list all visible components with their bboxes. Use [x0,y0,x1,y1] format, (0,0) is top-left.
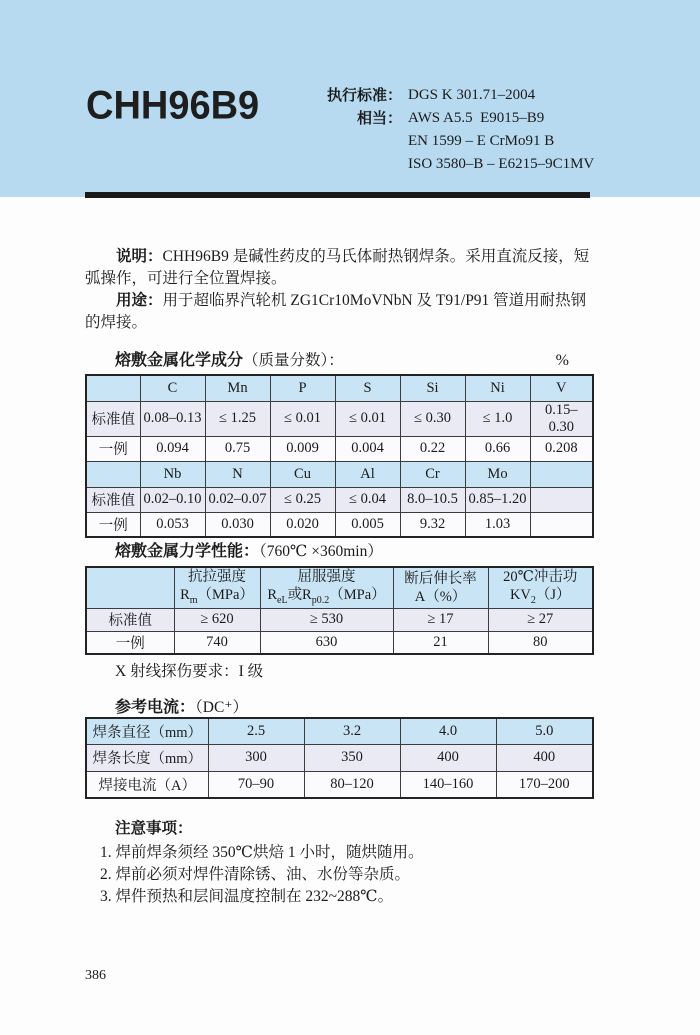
table-row [86,375,593,401]
table-cell: ≤ 0.04 [335,487,400,512]
standard-value: DGS K 301.71–2004 [408,87,536,103]
chem-heading-bold: 熔敷金属化学成分 [115,352,244,369]
table-cell: 740 [174,631,260,654]
table-row [86,401,593,436]
table-row [86,512,593,537]
table-cell: 0.15–0.30 [530,401,593,436]
table-cell: Si [400,375,465,401]
table-cell: 21 [393,631,488,654]
table-row [86,608,593,631]
table-row [86,461,593,487]
col-header-line1: 屈服强度 [297,569,356,585]
table-cell: C [140,375,205,401]
symbol-part: （MPa） [329,587,386,604]
table-cell: 350 [304,745,400,772]
table-cell [530,461,593,487]
note-item: 1. 焊前焊条须经 350℃烘焙 1 小时，随烘随用。 [100,844,424,861]
table-cell: Cr [400,461,465,487]
header-band [0,0,700,197]
reference-current-table [85,717,594,799]
table-row [86,567,593,608]
table-cell [86,375,140,401]
description-text: CHH96B9 是碱性药皮的马氏体耐热钢焊条。采用直流反接，短弧操作，可进行全位置焊接。 [85,248,590,287]
standard-row [290,84,594,107]
table-cell: ≤ 0.01 [335,401,400,436]
table-cell: 400 [496,745,593,772]
standards-block [290,84,594,176]
usage-text: 用于超临界汽轮机 ZG1Cr10MoVNbN 及 T91/P91 管道用耐热钢的焊接。 [85,292,587,331]
table-cell: 70–90 [208,771,304,798]
chem-composition-table [85,374,594,538]
table-cell: 170–200 [496,771,593,798]
table-cell: 0.053 [140,512,205,537]
table-cell: V [530,375,593,401]
table-row [86,487,593,512]
table-cell: Nb [140,461,205,487]
table-cell: 9.32 [400,512,465,537]
table-cell: Mn [205,375,270,401]
table-cell [174,567,260,608]
table-cell: 0.030 [205,512,270,537]
table-cell: 630 [260,631,393,654]
standard-label: 相当： [356,110,402,127]
mech-properties-table [85,566,594,655]
table-cell: 5.0 [496,718,593,745]
table-row [86,745,593,772]
table-cell: 0.009 [270,436,335,461]
table-row [86,436,593,461]
standard-value: ISO 3580–B – E6215–9C1MV [408,156,595,172]
current-section-heading [85,698,597,718]
table-cell: 140–160 [400,771,496,798]
table-cell: 0.004 [335,436,400,461]
header-rule [85,192,590,198]
table-cell: Al [335,461,400,487]
table-row [86,771,593,798]
table-cell: 0.020 [270,512,335,537]
standard-value: EN 1599 – E CrMo91 B [408,133,555,149]
col-header-line1: 断后伸长率 [404,570,477,587]
row-label: 一例 [86,436,140,461]
table-cell [488,567,593,608]
symbol-part: 或R [287,587,312,604]
table-cell [530,512,593,537]
usage-label: 用途： [116,292,163,309]
table-cell: 80 [488,631,593,654]
symbol-part: （MPa） [197,587,254,604]
table-cell: 400 [400,745,496,772]
table-cell: S [335,375,400,401]
table-cell: ≤ 0.30 [400,401,465,436]
col-header-line2 [177,586,258,607]
standard-row [290,130,594,153]
table-cell: 0.08–0.13 [140,401,205,436]
table-cell: 300 [208,745,304,772]
standard-row [290,153,594,176]
standard-value: AWS A5.5 E9015–B9 [408,110,545,126]
table-cell: 80–120 [304,771,400,798]
symbol-part: R [267,587,278,604]
table-cell: 1.03 [465,512,530,537]
table-cell: 0.005 [335,512,400,537]
note-item: 2. 焊前必须对焊件清除锈、油、水份等杂质。 [100,866,411,883]
table-cell: Ni [465,375,530,401]
description-label: 说明： [116,248,163,265]
table-cell: ≥ 530 [260,608,393,631]
table-row [86,631,593,654]
table-cell: ≤ 0.25 [270,487,335,512]
row-label: 焊条长度（mm） [86,745,208,772]
table-cell: 8.0–10.5 [400,487,465,512]
table-cell: 0.22 [400,436,465,461]
col-header-line2: A（%） [414,588,467,605]
table-row [86,718,593,745]
mech-heading-rest: （760℃ ×360min） [259,543,383,560]
description-paragraph [85,246,597,290]
table-cell: Cu [270,461,335,487]
table-cell: ≥ 17 [393,608,488,631]
symbol-sub: p0.2 [311,595,330,607]
product-title: CHH96B9 [86,84,260,129]
table-cell: ≥ 620 [174,608,260,631]
col-header-line1: 20℃冲击功 [503,569,578,585]
standard-label [290,153,402,176]
chem-heading-rest: （质量分数）： [243,352,344,369]
table-cell: P [270,375,335,401]
row-label: 焊条直径（mm） [86,718,208,745]
usage-paragraph [85,290,597,334]
table-cell: 3.2 [304,718,400,745]
xray-requirement-line: X 射线探伤要求：I 级 [115,663,264,680]
chem-section-heading [85,351,597,371]
table-cell: 0.85–1.20 [465,487,530,512]
current-heading-bold: 参考电流： [115,699,196,716]
symbol-sub: m [189,595,198,607]
table-cell: Mo [465,461,530,487]
standard-row [290,107,594,130]
table-cell: 0.75 [205,436,270,461]
page-number: 386 [85,968,106,983]
notes-title: 注意事项： [115,820,193,837]
intro-block [85,246,597,334]
table-cell: ≤ 1.25 [205,401,270,436]
row-label: 标准值 [86,487,140,512]
table-cell: 0.66 [465,436,530,461]
table-cell: ≤ 0.01 [270,401,335,436]
mech-heading-bold: 熔敷金属力学性能： [115,543,260,560]
table-cell [260,567,393,608]
symbol-part: （J） [535,587,571,604]
table-cell [393,567,488,608]
symbol-part: R [180,587,190,604]
table-cell: 0.208 [530,436,593,461]
mech-section-heading [85,542,597,562]
table-cell: ≤ 1.0 [465,401,530,436]
table-cell: 4.0 [400,718,496,745]
table-cell [86,567,174,608]
current-heading-rest: （DC⁺） [195,699,248,716]
standard-label: 执行标准： [326,87,402,104]
table-cell [86,461,140,487]
symbol-part: KV [509,587,531,604]
symbol-sub: 2 [530,595,536,607]
symbol-sub: eL [277,595,288,607]
row-label: 标准值 [86,608,174,631]
row-label: 一例 [86,631,174,654]
chem-unit: % [555,352,569,369]
table-cell: ≥ 27 [488,608,593,631]
table-cell: 0.02–0.10 [140,487,205,512]
table-cell: N [205,461,270,487]
notes-block [100,818,423,908]
table-cell [530,487,593,512]
table-cell: 0.094 [140,436,205,461]
note-item: 3. 焊件预热和层间温度控制在 232~288℃。 [100,888,394,905]
col-header-line2 [491,586,591,607]
col-header-line1: 抗拉强度 [188,569,246,585]
col-header-line2 [263,586,391,607]
table-cell: 0.02–0.07 [205,487,270,512]
row-label: 焊接电流（A） [86,771,208,798]
standard-label [290,130,402,153]
row-label: 一例 [86,512,140,537]
row-label: 标准值 [86,401,140,436]
table-cell: 2.5 [208,718,304,745]
